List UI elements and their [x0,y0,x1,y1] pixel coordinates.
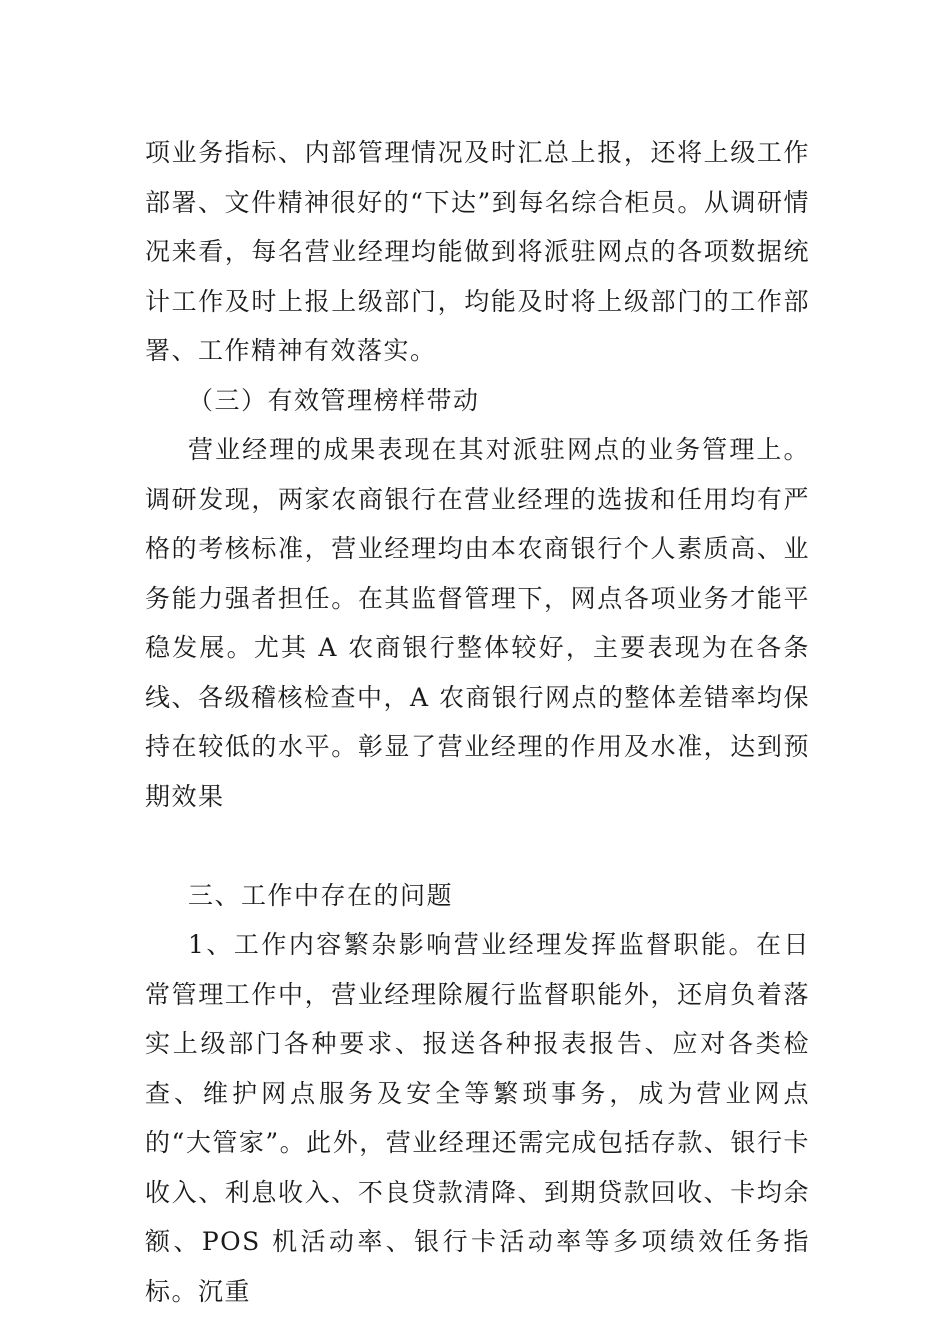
blank-line [145,821,810,871]
document-body [145,128,810,1316]
paragraph-problem-1: 1、工作内容繁杂影响营业经理发挥监督职能。在日常管理工作中，营业经理除履行监督职能外，还肩负着落实上级部门各种要求、报送各种报表报告、应对各类检查、维护网点服务及安全等繁琐事务，成为营业网点的“大管家”。此外，营业经理还需完成包括存款、银行卡收入、利息收入、不良贷款清降、到期贷款回收、卡均余额、POS 机活动率、银行卡活动率等多项绩效任务指标。沉重 [145,930,810,1306]
section-heading-problems: 三、工作中存在的问题 [188,880,454,910]
paragraph-management-results: 营业经理的成果表现在其对派驻网点的业务管理上。调研发现，两家农商银行在营业经理的选拔和任用均有严格的考核标准，营业经理均由本农商银行个人素质高、业务能力强者担任。在其监督管理下，网点各项业务才能平稳发展。尤其 A 农商银行整体较好，主要表现为在各条线、各级稽核检查中，A 农商银行网点的整体差错率均保持在较低的水平。彰显了营业经理的作用及水准，达到预期效果 [145,435,811,811]
paragraph-continuation: 项业务指标、内部管理情况及时汇总上报，还将上级工作部署、文件精神很好的“下达”到每名综合柜员。从调研情况来看，每名营业经理均能做到将派驻网点的各项数据统计工作及时上报上级部门，均能及时将上级部门的工作部署、工作精神有效落实。 [145,138,810,365]
subheading-effective-management: （三）有效管理榜样带动 [188,385,480,415]
